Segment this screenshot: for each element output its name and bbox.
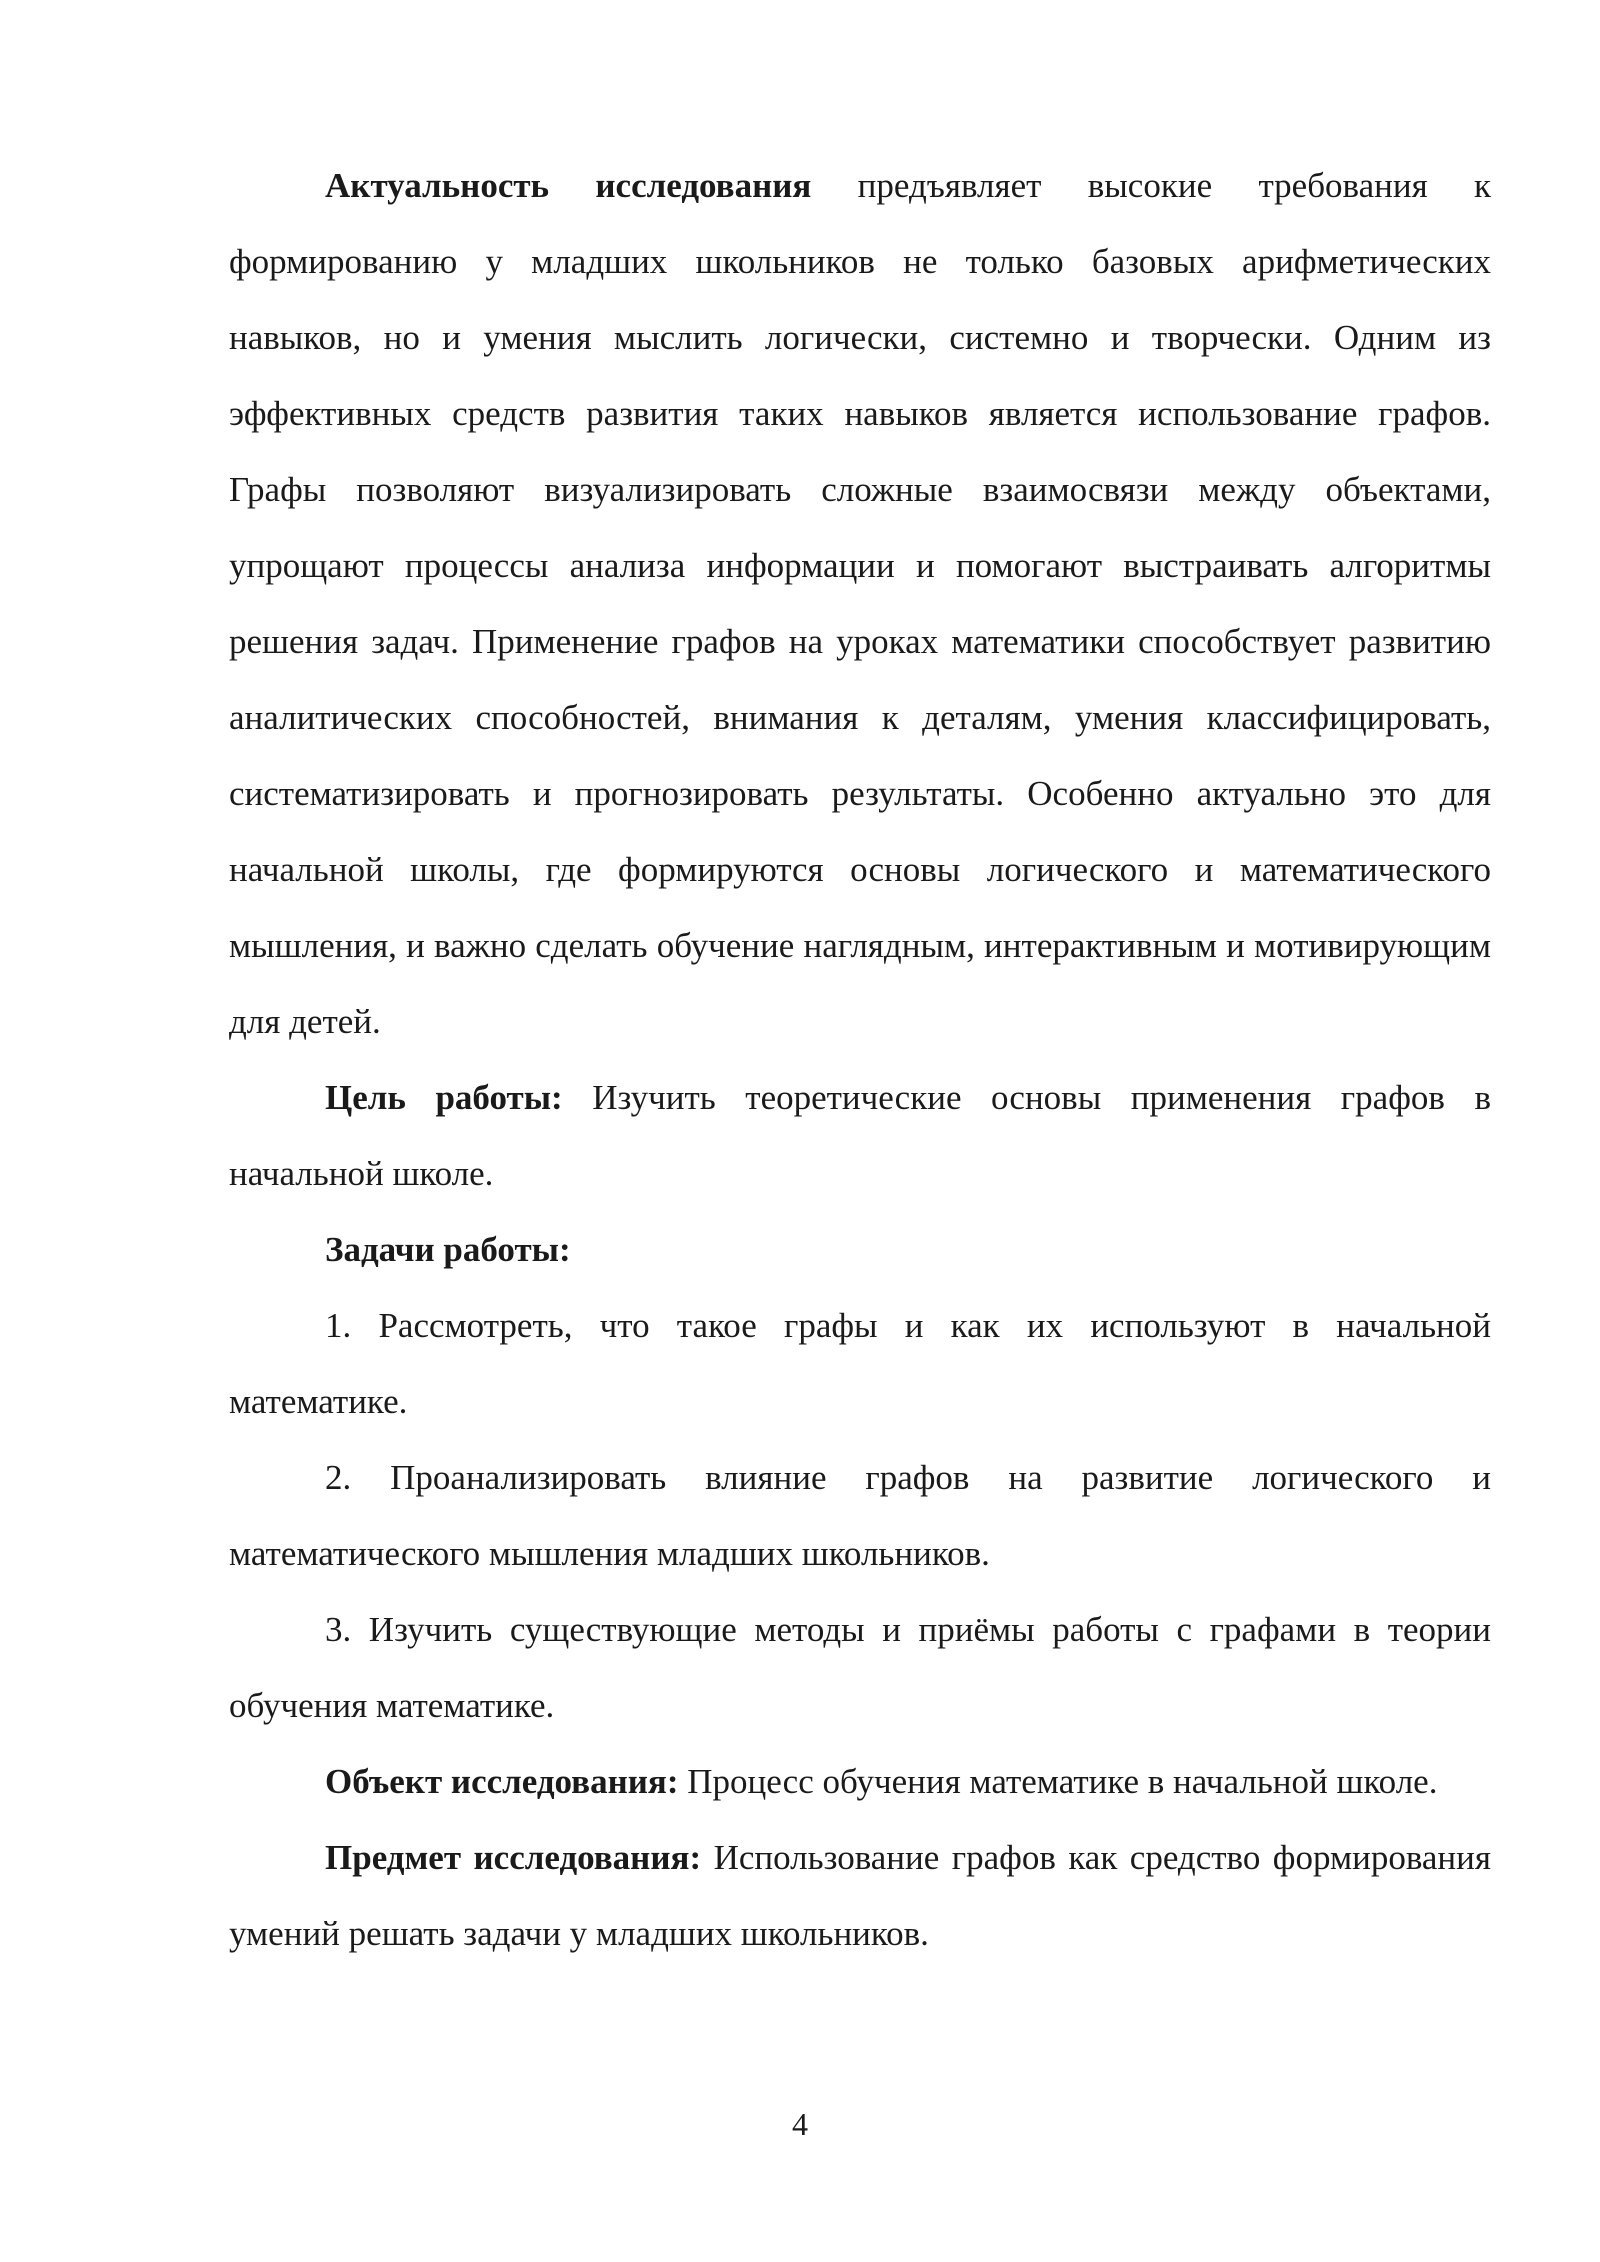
subject-text: Использование графов как средство формирования умений решать задачи у младших школьников.	[229, 1838, 1491, 1953]
goal-paragraph	[229, 1060, 1491, 1212]
subject-paragraph	[229, 1820, 1491, 1972]
task-item-1-text: 1. Рассмотреть, что такое графы и как их используют в начальной математике.	[229, 1306, 1491, 1421]
object-text: Процесс обучения математике в начальной школе.	[678, 1762, 1438, 1801]
task-item-3-text: 3. Изучить существующие методы и приёмы работы с графами в теории обучения математике.	[229, 1610, 1491, 1725]
task-item-1	[229, 1288, 1491, 1440]
subject-heading: Предмет исследования:	[325, 1838, 702, 1877]
relevance-heading: Актуальность исследования	[325, 166, 812, 205]
tasks-heading: Задачи работы:	[325, 1230, 571, 1269]
task-item-2-text: 2. Проанализировать влияние графов на развитие логического и математического мышления младших школьников.	[229, 1458, 1491, 1573]
object-paragraph	[229, 1744, 1491, 1820]
relevance-text: предъявляет высокие требования к формированию у младших школьников не только базовых арифметических навыков, но и умения мыслить логически, системно и творчески. Одним из эффективных средств развития таких навыков является использование графов. Графы позволяют визуализировать сложные взаимосвязи между объектами, упрощают процессы анализа информации и помогают выстраивать алгоритмы решения задач. Применение графов на уроках математики способствует развитию аналитических способностей, внимания к деталям, умения классифицировать, систематизировать и прогнозировать результаты. Особенно актуально это для начальной школы, где формируются основы логического и математического мышления, и важно сделать обучение наглядным, интерактивным и мотивирующим для детей.	[229, 166, 1491, 1041]
page-number: 4	[792, 2106, 808, 2142]
page-body	[229, 148, 1491, 1972]
relevance-paragraph	[229, 148, 1491, 1060]
task-item-2	[229, 1440, 1491, 1592]
object-heading: Объект исследования:	[325, 1762, 679, 1801]
tasks-heading-paragraph	[229, 1212, 1491, 1288]
goal-heading: Цель работы:	[325, 1078, 563, 1117]
task-item-3	[229, 1592, 1491, 1744]
goal-text: Изучить теоретические основы применения графов в начальной школе.	[229, 1078, 1491, 1193]
